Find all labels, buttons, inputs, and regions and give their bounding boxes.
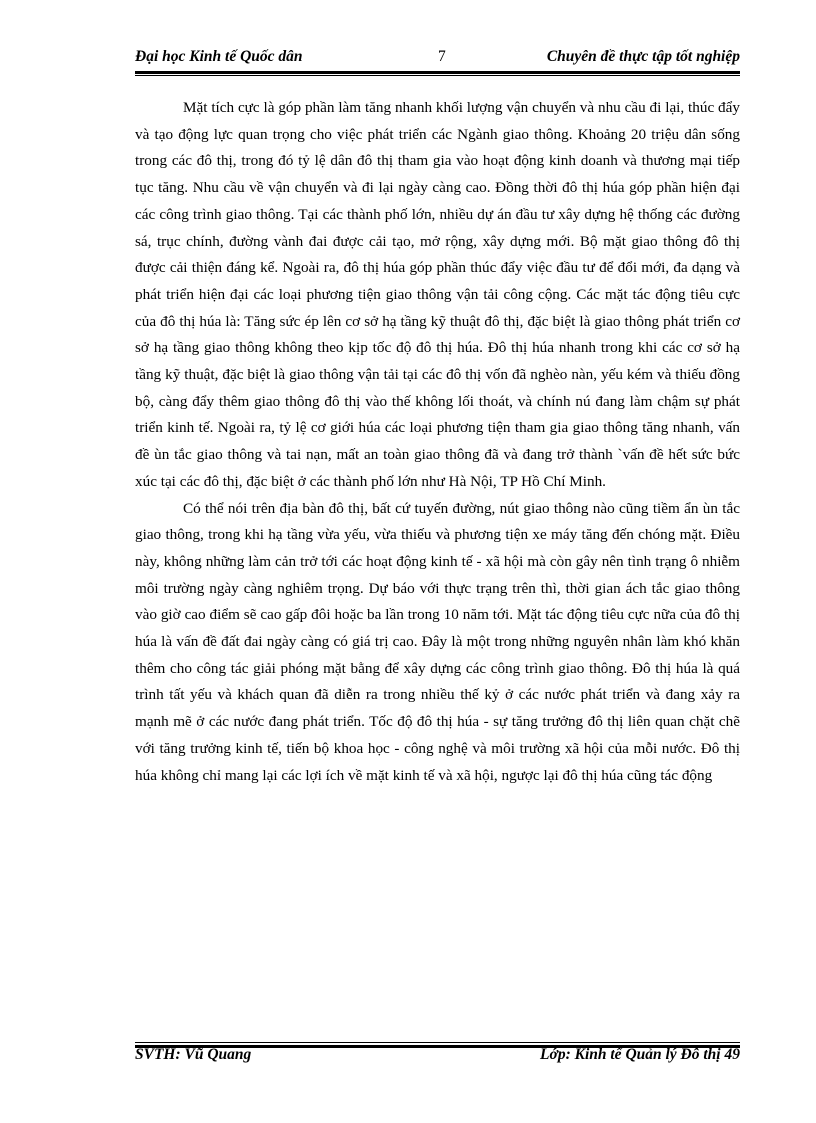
page-body — [135, 95, 740, 789]
paragraph: Có thể nói trên địa bàn đô thị, bất cứ tuyến đường, nút giao thông nào cũng tiềm ẩn ùn tắc giao thông, trong khi hạ tầng vừa yếu, vừa thiếu và phương tiện xe máy tăng đến chóng mặt. Điều này, không những làm cản trở tới các hoạt động kinh tế - xã hội mà còn gây nên tình trạng ô nhiễm môi trường ngày càng nghiêm trọng. Dự báo với thực trạng trên thì, thời gian ách tắc giao thông vào giờ cao điểm sẽ cao gấp đôi hoặc ba lần trong 10 năm tới. Mặt tác động tiêu cực nữa của đô thị húa là vấn đề đất đai ngày càng có giá trị cao. Đây là một trong những nguyên nhân làm khó khăn thêm cho công tác giải phóng mặt bằng để xây dựng các công trình giao thông. Đô thị húa là quá trình tất yếu và khách quan đã diễn ra trong nhiều thế kỷ ở các nước phát triển và đang xảy ra mạnh mẽ ở các nước đang phát triển. Tốc độ đô thị húa - sự tăng trưởng đô thị liên quan chặt chẽ với tăng trưởng kinh tế, tiến bộ khoa học - công nghệ và môi trường xã hội của mỗi nước. Đô thị húa không chỉ mang lại các lợi ích về mặt kinh tế và xã hội, ngược lại đô thị húa cũng tác động — [135, 499, 740, 784]
page-footer — [135, 1046, 740, 1068]
page-header — [135, 48, 740, 70]
header-rule-thick — [135, 71, 740, 74]
header-university: Đại học Kinh tế Quốc dân — [135, 48, 303, 65]
page-number: 7 — [438, 48, 446, 65]
paragraph: Mặt tích cực là góp phần làm tăng nhanh khối lượng vận chuyển và nhu cầu đi lại, thúc đẩy và tạo động lực quan trọng cho việc phát triển các Ngành giao thông. Khoảng 20 triệu dân sống trong các đô thị, trong đó tỷ lệ dân đô thị tham gia vào hoạt động kinh doanh và thương mại tiếp tục tăng. Nhu cầu về vận chuyển và đi lại ngày càng cao. Đồng thời đô thị húa góp phần hiện đại các công trình giao thông. Tại các thành phố lớn, nhiều dự án đầu tư xây dựng hệ thống các đường sá, trục chính, đường vành đai được cải tạo, mở rộng, xây dựng mới. Bộ mặt giao thông đô thị được cải thiện đáng kể. Ngoài ra, đô thị húa góp phần thúc đẩy việc đầu tư để đổi mới, đa dạng và phát triển hiện đại các loại phương tiện giao thông vận tải công cộng. Các mặt tác động tiêu cực của đô thị húa là: Tăng sức ép lên cơ sở hạ tầng kỹ thuật đô thị, đặc biệt là giao thông phát triển cơ sở hạ tầng giao thông không theo kịp tốc độ đô thị húa. Đô thị húa nhanh trong khi các cơ sở hạ tầng kỹ thuật, đặc biệt là giao thông vận tải tại các đô thị vốn đã nghèo nàn, yếu kém và thiếu đồng bộ, càng đẩy thêm giao thông đô thị vào thế không lối thoát, và chính nú đang làm chậm sự phát triển kinh tế. Ngoài ra, tỷ lệ cơ giới húa các loại phương tiện tham gia giao thông tăng nhanh, vấn đề ùn tắc giao thông và tai nạn, mất an toàn giao thông đã và đang trở thành `vấn đề hết sức bức xúc tại các đô thị, đặc biệt ở các thành phố lớn như Hà Nội, TP Hồ Chí Minh. — [135, 99, 740, 490]
header-rule-thin — [135, 75, 740, 76]
header-document-type: Chuyên đề thực tập tốt nghiệp — [546, 48, 740, 65]
footer-class: Lớp: Kinh tế Quản lý Đô thị 49 — [540, 1046, 740, 1063]
footer-rule-thin — [135, 1042, 740, 1043]
footer-student: SVTH: Vũ Quang — [135, 1046, 252, 1063]
